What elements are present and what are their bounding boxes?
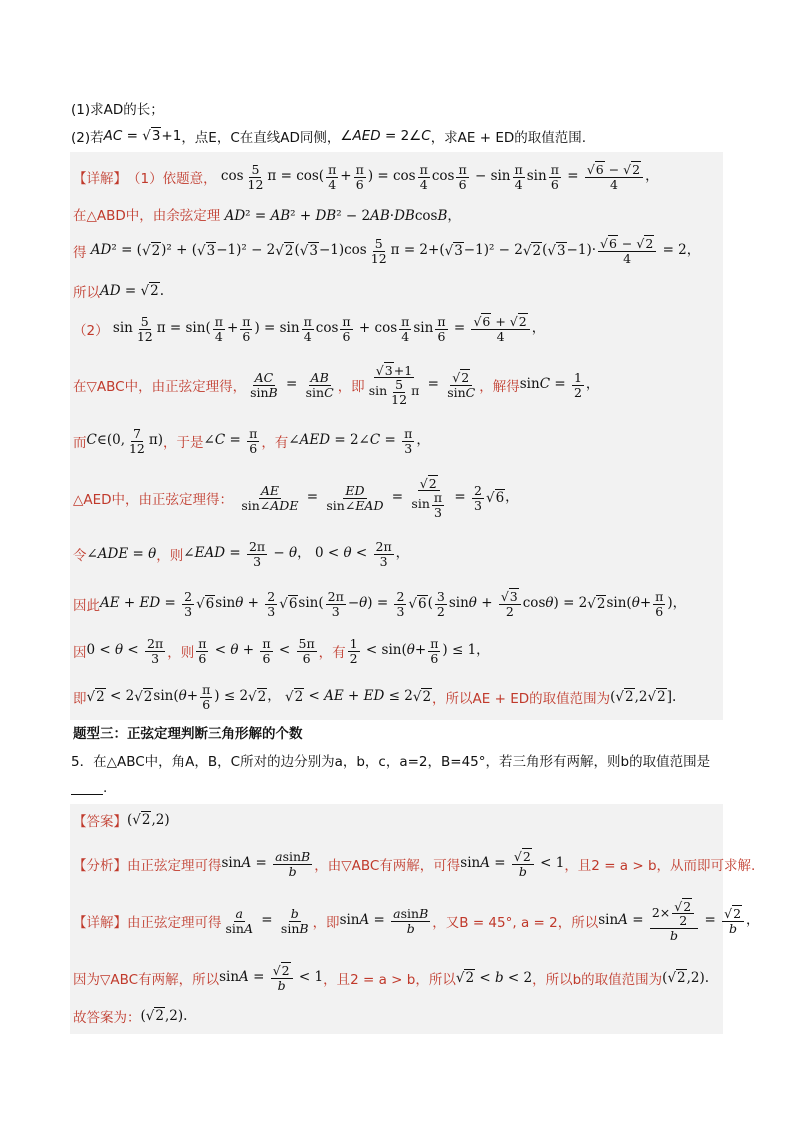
sol4-line1: 【详解】 （1）依题意， cos $\frac{5}{12}$ π = cos( $\frac{\pi}{4}$ + $\frac{\pi}{6}$ ) = cos $\frac{\pi}{4}$ cos $\frac{\pi}{6}$ − sin $\frac{\pi}{4}$ sin $\frac{\pi}{6}$ = √ $\frac{6 - √ 2}{4}$ ， [73,160,659,194]
sol4-line5: （2） sin $\frac{5}{12}$ π = sin( $\frac{\pi}{4}$ + $\frac{\pi}{6}$ ) = sin $\frac{\pi}{4}$ cos $\frac{\pi}{6}$ + cos $\frac{\pi}{4}$ sin $\frac{\pi}{6}$ = √ $\frac{6 + √ 2}{4}$ ， [73,312,545,346]
problem-5-blank: . [71,780,107,796]
sol5-line2: 因为▽ABC有两解，所以 sinA = √ $\frac{2}{b}$ < 1 ，且2 = a > b，所以 √ 2 < b < 2 ，所以b的取值范围为 (√ 2,2). [73,960,709,996]
sol4-line3: 得 AD² = (√ 2)² + (√ 3−1)² − 2√ 2(√ 3−1)cos $\frac{5}{12}$ π = 2+(√ 3−1)² − 2√ 2(√ 3−1)· √ $\frac{6 - √ 2}{4}$ = 2， [73,234,700,268]
problem-5: 5．在△ABC中，角A，B，C所对的边分别为a，b，c，a=2，B=45°，若三角形有两解，则b的取值范围是 [71,754,711,770]
sol4-line10: 因此 AE + ED = $\frac{2}{3}$ √ 6sinθ + $\frac{2}{3}$ √ 6sin( $\frac{2\pi}{3}$ −θ) = $\frac{2}{3}$ √ 6( $\frac{3}{2}$ sinθ + √ $\frac{3}{2}$ cosθ) = 2√ 2sin(θ+ $\frac{\pi}{6}$ )， [73,586,686,622]
sol5-final: 故答案为： (√ 2,2). [73,1006,187,1026]
sol4-line4: 所以 AD = √ 2. [73,281,164,301]
sol4-line11: 因 0 < θ < $\frac{2\pi}{3}$ ，则 $\frac{\pi}{6}$ < θ + $\frac{\pi}{6}$ < $\frac{5\pi}{6}$ ，有 $\frac{1}{2}$ < sin(θ+ $\frac{\pi}{6}$ ) ≤ 1， [73,636,490,666]
sol4-line7: 而 C∈(0, $\frac{7}{12}$ π) ，于是 ∠C = $\frac{\pi}{6}$ ，有 ∠AED = 2∠C = $\frac{\pi}{3}$ ， [73,426,430,456]
sol4-line8: △AED中，由正弦定理得： $\frac{AE}{\text{sin∠ADE}}$ = $\frac{ED}{\text{sin∠EAD}}$ = √ 2 sin $\frac{\pi}{3}$ = $\frac{2}{3}$ √ 6， [73,473,519,523]
sol4-line2: 在△ABD中，由余弦定理 AD² = AB² + DB² − 2AB·DBcosB， [73,208,461,224]
sol4-line6: 在▽ABC中，由正弦定理得， $\frac{AC}{\sin B}$ = $\frac{AB}{\sin C}$ ，即 √ 3+1 sin $\frac{5}{12}$ π = √ $\frac{2}{\sin C}$ ，解得 sinC = $\frac{1}{2}$ ， [73,360,599,410]
sol5-answer: 【答案】 (√ 2,2) [73,810,170,830]
sol5-detail: 【详解】 由正弦定理可得 $\frac{a}{\sin A}$ = $\frac{b}{\sin B}$ ，即 sinA = $\frac{asinB}{b}$ ，又B = 45°, a = 2，所以 sinA = 2× √ $\frac{2}{2}$ b = √ $\frac{2}{b}$ ， [73,896,760,946]
sol5-analysis: 【分析】 由正弦定理可得 sinA = $\frac{asinB}{b}$ ，由▽ABC有两解，可得 sinA = √ $\frac{2}{b}$ < 1 ，且2 = a > b，从而即可求解. [73,844,755,884]
sol4-line12: 即 √ 2 < 2√ 2sin(θ+ $\frac{\pi}{6}$ ) ≤ 2√ 2， √ 2 < AE + ED ≤ 2√ 2 ，所以AE + ED的取值范围为 (√ 2,2√ 2]. [73,680,676,714]
section-title: 题型三：正弦定理判断三角形解的个数 [73,726,303,742]
answer-blank [71,782,103,795]
problem-part1: (1)求AD的长； [71,102,164,118]
problem-part2: (2)若 AC = √ 3+1 ，点E，C在直线AD同侧， ∠AED = 2∠C ，求AE + ED的取值范围. [71,126,586,146]
sol4-line9: 令 ∠ADE = θ ，则 ∠EAD = $\frac{2\pi}{3}$ − θ， 0 < θ < $\frac{2\pi}{3}$ ， [73,539,410,569]
